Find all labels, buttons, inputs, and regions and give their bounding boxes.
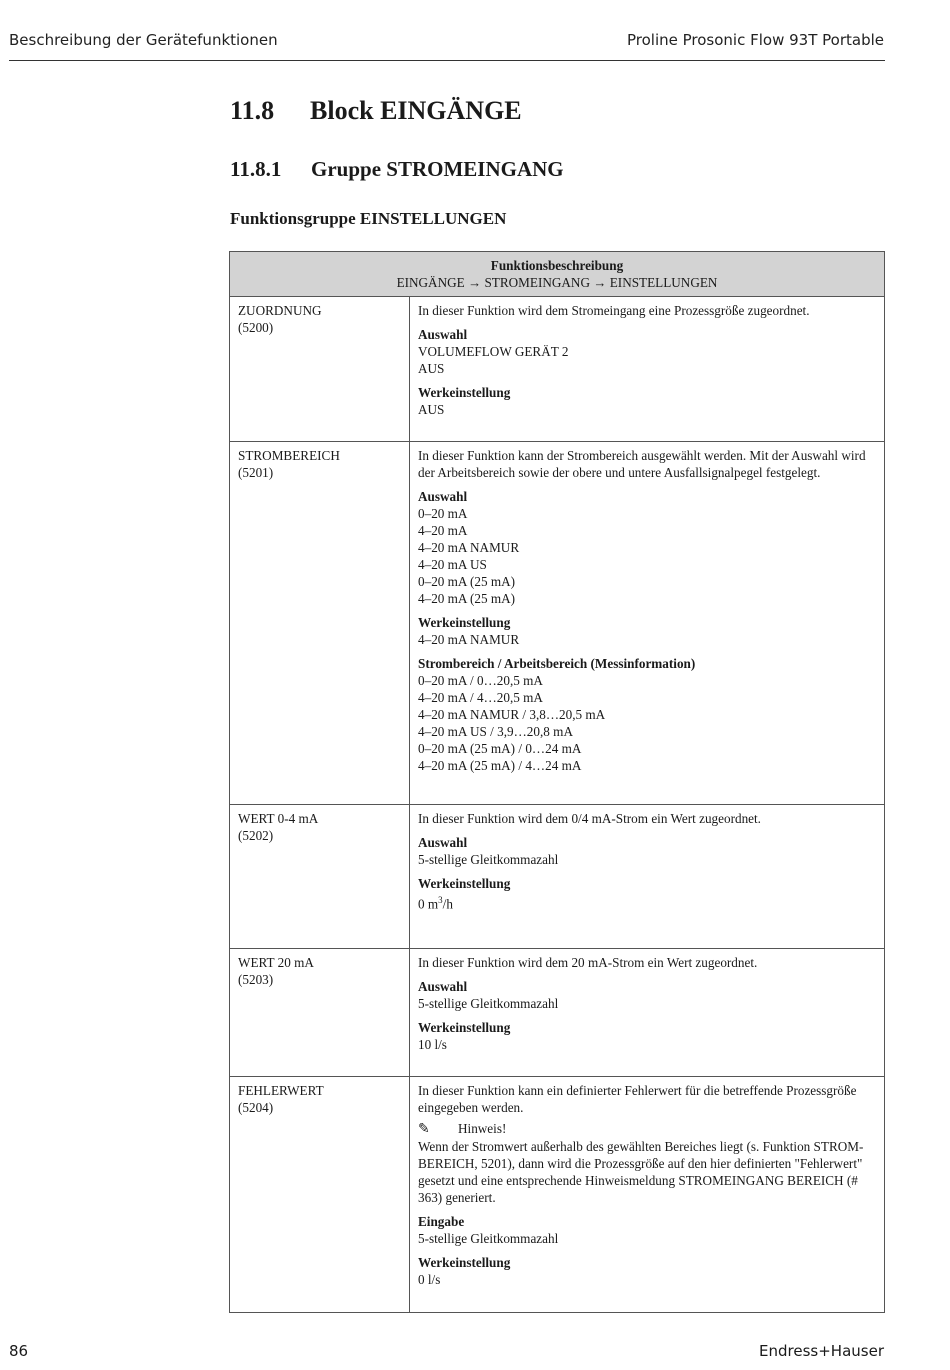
selection-value: 5-stellige Gleitkommazahl <box>418 996 559 1011</box>
table-header-path: EINGÄNGE → STROMEINGANG → EINSTELLUNGEN <box>396 275 718 290</box>
note-heading <box>418 1120 876 1138</box>
table-header-title: Funktionsbeschreibung <box>490 258 624 273</box>
function-description-cell <box>410 1077 885 1313</box>
default-label: Werkeinstellung <box>418 615 511 630</box>
function-description-cell <box>410 805 885 949</box>
function-name-cell <box>230 297 410 442</box>
option-item: 0–20 mA (25 mA) <box>418 574 516 589</box>
default-value: 4–20 mA NAMUR <box>418 632 520 647</box>
section-heading <box>230 96 522 126</box>
info-item: 0–20 mA / 0…20,5 mA <box>418 673 543 688</box>
function-name-cell <box>230 1077 410 1313</box>
option-item: 4–20 mA <box>418 523 468 538</box>
function-name-cell <box>230 805 410 949</box>
default-value: AUS <box>418 402 445 417</box>
function-name: ZUORDNUNG <box>238 303 322 318</box>
option-item: AUS <box>418 361 445 376</box>
table-header <box>230 252 885 297</box>
option-item: VOLUMEFLOW GERÄT 2 <box>418 344 569 359</box>
function-description-cell <box>410 442 885 805</box>
function-code: (5202) <box>238 828 274 843</box>
table-row <box>230 805 885 949</box>
description-text: In dieser Funktion wird dem 20 mA-Strom ein Wert zugeordnet. <box>418 955 758 970</box>
default-label: Werkeinstellung <box>418 385 511 400</box>
subsection-title: Gruppe STROMEINGANG <box>311 157 564 181</box>
pencil-icon: ✎ <box>418 1122 430 1137</box>
table-row <box>230 1077 885 1313</box>
selection-value: 5-stellige Gleitkommazahl <box>418 852 559 867</box>
info-item: 4–20 mA (25 mA) / 4…24 mA <box>418 758 582 773</box>
table-row <box>230 442 885 805</box>
group-heading: Funktionsgruppe EINSTELLUNGEN <box>230 209 507 228</box>
input-label: Eingabe <box>418 1214 465 1229</box>
section-number: 11.8 <box>230 96 275 125</box>
note-label: Hinweis! <box>458 1121 507 1136</box>
function-code: (5203) <box>238 972 274 987</box>
option-item: 4–20 mA US <box>418 557 487 572</box>
table-header-row <box>230 252 885 297</box>
description-text: In dieser Funktion kann der Strombereich ausgewählt werden. Mit der Auswahl wird der Arbeitsbereich sowie der obere und untere Ausfallsignalpegel festgelegt. <box>418 448 866 480</box>
selection-label: Auswahl <box>418 489 468 504</box>
default-value-suffix: /h <box>442 896 453 912</box>
info-label: Strombereich / Arbeitsbereich (Messinformation) <box>418 656 696 671</box>
default-label: Werkeinstellung <box>418 1255 511 1270</box>
default-value-exponent: 3 <box>438 895 443 905</box>
info-item: 4–20 mA / 4…20,5 mA <box>418 690 543 705</box>
description-text: In dieser Funktion wird dem Stromeingang eine Prozessgröße zugeordnet. <box>418 303 810 318</box>
info-item: 4–20 mA US / 3,9…20,8 mA <box>418 724 573 739</box>
input-value: 5-stellige Gleitkommazahl <box>418 1231 559 1246</box>
page-number: 86 <box>9 1342 29 1360</box>
function-name: STROMBEREICH <box>238 448 340 463</box>
table-row <box>230 297 885 442</box>
selection-label: Auswahl <box>418 327 468 342</box>
option-item: 0–20 mA <box>418 506 468 521</box>
option-item: 4–20 mA NAMUR <box>418 540 520 555</box>
option-item: 4–20 mA (25 mA) <box>418 591 516 606</box>
default-value <box>418 892 876 912</box>
header-rule <box>9 60 885 61</box>
function-table <box>229 251 885 1313</box>
default-value: 10 l/s <box>418 1037 447 1052</box>
running-header-left: Beschreibung der Gerätefunktionen <box>9 31 278 49</box>
function-name: WERT 0-4 mA <box>238 811 319 826</box>
description-text: In dieser Funktion wird dem 0/4 mA-Strom ein Wert zugeordnet. <box>418 811 761 826</box>
default-value: 0 l/s <box>418 1272 441 1287</box>
function-name: FEHLERWERT <box>238 1083 324 1098</box>
section-title: Block EINGÄNGE <box>310 96 522 125</box>
default-value-prefix: 0 m <box>418 896 439 912</box>
function-name: WERT 20 mA <box>238 955 314 970</box>
function-description-cell <box>410 297 885 442</box>
function-code: (5201) <box>238 465 274 480</box>
function-name-cell <box>230 442 410 805</box>
note-text: Wenn der Stromwert außerhalb des gewählten Bereiches liegt (s. Funktion STROM-BEREICH, 5201), dann wird die Prozessgröße auf den hier definierten "Fehlerwert" gesetzt und eine entsprechende Hinweismeldung STROMEINGANG BEREICH (# 363) generiert. <box>418 1139 864 1205</box>
info-item: 4–20 mA NAMUR / 3,8…20,5 mA <box>418 707 606 722</box>
function-code: (5200) <box>238 320 274 335</box>
selection-label: Auswahl <box>418 979 468 994</box>
function-description-cell <box>410 949 885 1077</box>
description-text: In dieser Funktion kann ein definierter Fehlerwert für die betreffende Prozessgröße eingegeben werden. <box>418 1083 857 1115</box>
selection-label: Auswahl <box>418 835 468 850</box>
subsection-heading <box>230 157 564 182</box>
default-label: Werkeinstellung <box>418 1020 511 1035</box>
running-header-right: Proline Prosonic Flow 93T Portable <box>627 31 884 49</box>
info-item: 0–20 mA (25 mA) / 0…24 mA <box>418 741 582 756</box>
function-code: (5204) <box>238 1100 274 1115</box>
default-label: Werkeinstellung <box>418 876 511 891</box>
footer-brand: Endress+Hauser <box>759 1342 884 1360</box>
table-row <box>230 949 885 1077</box>
function-name-cell <box>230 949 410 1077</box>
subsection-number: 11.8.1 <box>230 157 282 181</box>
